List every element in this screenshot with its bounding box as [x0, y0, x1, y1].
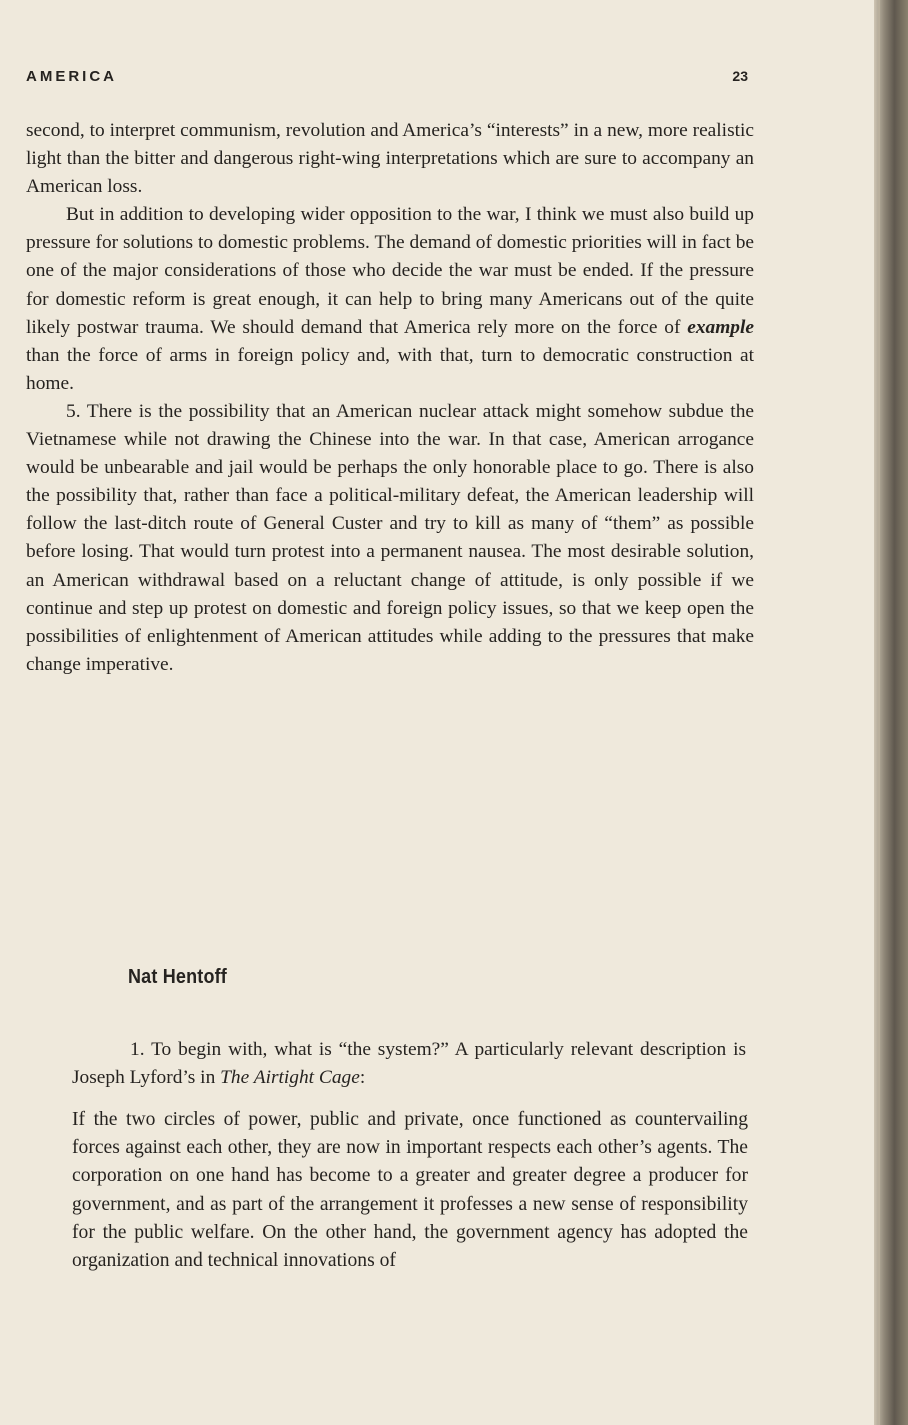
paragraph-colon: : [359, 1067, 366, 1089]
paragraph-text: 1. To begin with, what is “the system?” A particularly relevant description is Joseph Lyford’s in [72, 1039, 746, 1089]
book-title: The Airtight Cage [220, 1067, 360, 1089]
section-text [72, 1036, 746, 1092]
paragraph-text: 5. There is the possibility that an American nuclear attack might somehow subdue the Vietnamese while not drawing the Chinese into the war. In that case, American arrogance would be unbearable and jail would be perhaps the only honorable place to go. There is also the possibility that, rather than face a political-military defeat, the American leadership will follow the last-ditch route of General Custer and try to kill as many of “them” as possible before losing. That would turn protest into a permanent nausea. The most desirable solution, an American withdrawal based on a reluctant change of attitude, is only possible if we continue and step up protest on domestic and foreign policy issues, so that we keep open the possibilities of enlightenment of American attitudes while adding to the pressures that make change imperative. [26, 400, 754, 675]
block-quote: If the two circles of power, public and private, once functioned as countervailing forces against each other, they are now in important respects each other’s agents. The corporation on one hand has become to a greater and greater degree a producer for government, and as part of the arrangement it professes a new sense of responsibility for the public welfare. On the other hand, the government agency has adopted the organization and technical innovations of [72, 1109, 748, 1272]
paragraph-continuation [26, 117, 754, 201]
running-head [26, 68, 748, 90]
running-head-title: AMERICA [26, 68, 117, 85]
page-number: 23 [732, 68, 748, 84]
section-heading-author: Nat Hentoff [128, 966, 227, 988]
paragraph-domestic-priorities [26, 201, 754, 398]
paragraph-text-end: than the force of arms in foreign policy and, with that, turn to democratic construction at home. [26, 344, 754, 394]
paragraph-text: second, to interpret communism, revolution and America’s “interests” in a new, more realistic light than the bitter and dangerous right-wing interpretations which are sure to accompany an American loss. [26, 120, 754, 198]
body-text [26, 117, 754, 679]
paragraph-point-5 [26, 398, 754, 679]
paragraph-text: But in addition to developing wider opposition to the war, I think we must also build up pressure for solutions to domestic problems. The demand of domestic priorities will in fact be one of the major considerations of those who decide the war must be ended. If the pressure for domestic reform is great enough, it can help to bring many Americans out of the quite likely postwar trauma. We should demand that America rely more on the force of [26, 204, 754, 338]
page-edge [874, 0, 908, 1425]
paragraph-system-definition [72, 1036, 746, 1092]
emphasis-example: example [687, 316, 754, 338]
